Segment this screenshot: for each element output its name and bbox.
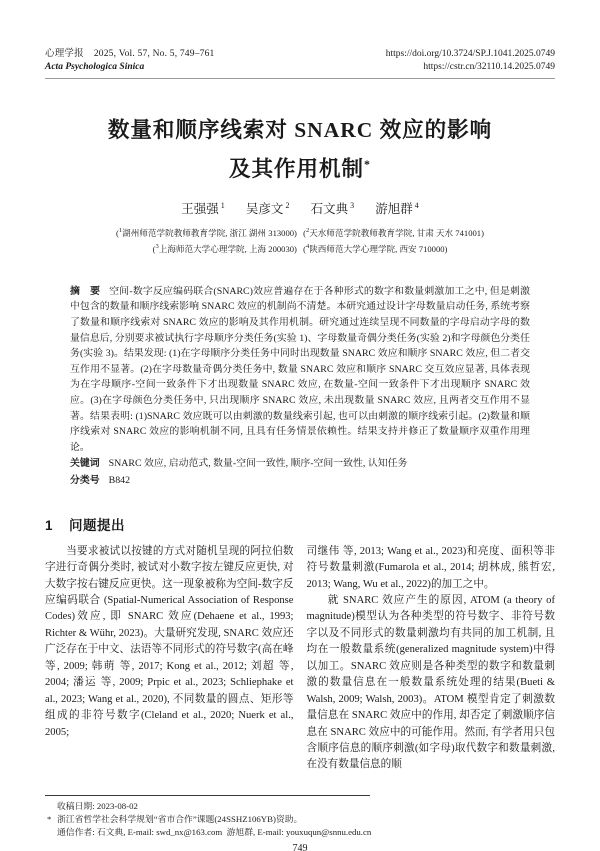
corresponding-author-line: 通信作者: 石文典, E-mail: swd_nx@163.com 游旭群, E-mail: youxuqun@snnu.edu.cn: [57, 826, 372, 837]
affiliations: [45, 224, 555, 257]
abstract: [70, 284, 530, 456]
journal-issue-line: [45, 48, 215, 61]
author-3-affil-ref: 3: [350, 201, 355, 210]
affiliation-4-open: (: [303, 244, 306, 255]
grant-line: [45, 813, 555, 826]
section-1-heading: [45, 514, 555, 534]
body-paragraph: 司继伟 等, 2013; Wang et al., 2023)和亮度、面积等非符号数量刺激(Fumarola et al., 2014; 胡林成, 熊哲宏, 2013; Wang, Wu et al., 2022)的加工之中。: [306, 545, 555, 590]
journal-issue-info: 2025, Vol. 57, No. 5, 749–761: [93, 49, 215, 59]
received-date-line: 收稿日期: 2023-08-02: [57, 800, 138, 811]
body-columns: [45, 544, 555, 774]
author-2-name: 吴彦文: [245, 202, 284, 217]
author-2-affil-ref: 2: [285, 201, 290, 210]
affiliation-1-text: 湖州师范学院教师教育学院, 浙江 湖州 313000): [122, 228, 297, 239]
journal-name-cn: 心理学报: [45, 49, 84, 59]
affiliation-2: [303, 228, 484, 238]
keywords: [70, 456, 530, 472]
affiliation-2-open: (: [303, 228, 306, 239]
journal-links: [386, 48, 555, 73]
affiliation-3-text: 上海师范大学心理学院, 上海 200030): [158, 244, 297, 255]
affiliation-line-1: [45, 224, 555, 240]
paper-title-line2: [45, 147, 555, 186]
affiliation-1-ref: 1: [118, 227, 123, 235]
author-list: [45, 199, 555, 217]
paper-title-line2-text: 及其作用机制: [228, 157, 364, 182]
section-1-number: 1: [45, 517, 54, 533]
doi-link[interactable]: https://doi.org/10.3724/SP.J.1041.2025.0749: [385, 49, 555, 59]
affiliation-3-ref: 3: [155, 243, 159, 251]
author-3: [311, 202, 355, 216]
journal-name-en: Acta Psychologica Sinica: [45, 61, 145, 72]
author-1-name: 王强强: [181, 202, 219, 217]
body-paragraph: 当要求被试以按键的方式对随机呈现的阿拉伯数字进行奇偶分类时, 被试对小数字按左键反应更快, 对大数字按右键反应更快。这一现象被称为空间-数字反应编码联合 (Spatial-Numerical Association of Response Codes)效应, 即 SNARC 效应(Dehaene et al., 1993; Richter & Wühr, 2023)。大量研究发现, SNARC 效应还广泛存在于中文、法语等不同形式的符号数字(高在峰 等, 2009; 韩萌 等, 2017; Kong et al., 2012; 刘超 等, 2004; 潘运 等, 2009; Prpic et al., 2023; Schliephake et al., 2023; Wang et al., 2020), 不同数量的圆点、矩形等组成的非符号数字(Cleland et al., 2020; Nuerk et al., 2005;: [45, 545, 294, 738]
affiliation-3: [153, 244, 297, 254]
classification-label: 分类号: [70, 475, 100, 486]
keywords-label: 关键词: [70, 458, 100, 470]
grant-text: 浙江省哲学社会科学规划“省市合作”课题(24SSHZ106YB)资助。: [57, 813, 303, 824]
abstract-text: 空间-数字反应编码联合(SNARC)效应普遍存在于各种形式的数字和数量刺激加工之中, 但是刺激中包含的数量和顺序线索影响 SNARC 效应的机制尚不清楚。本研究通过设计字母数量启动任务, 系统考察了数量和顺序线索对 SNARC 效应的影响及其作用机制。研究通过连续呈现不同数量的字母启动字母的数量信息后, 分别要求被试执行字母顺序分类任务(实验 1)、字母数量奇偶分类任务(实验 2)和字母颜色分类任务(实验 3)。结果发现: (1)在字母顺序分类任务中同时出现数量 SNARC 效应和顺序 SNARC 效应, 但二者交互作用不显著。(2)在字母数量奇偶分类任务中, 数量 SNARC 效应和顺序 SNARC 交互效应显著, 具体表现为在字母顺序-空间一致条件下才出现数量 SNARC 效应, 在数量-空间一致条件下才出现顺序 SNARC 效应。(3)在字母颜色分类任务中, 只出现顺序 SNARC 效应, 未出现数量 SNARC 效应, 且两者交互作用不显著。结果表明: (1)SNARC 效应既可以由刺激的数量线索引起, 也可以由刺激的顺序线索引起。(2)数量和顺序线索对 SNARC 效应的影响机制不同, 且具有任务情景依赖性。结果支持并修正了数量顺序双重作用理论。: [70, 285, 530, 453]
author-3-name: 石文典: [310, 202, 349, 217]
classification-value: B842: [108, 475, 131, 486]
affiliation-1-open: (: [116, 228, 119, 239]
paper-title: [45, 113, 555, 186]
body-column-right: [307, 544, 556, 774]
page-number: 749: [292, 843, 308, 851]
affiliation-3-open: (: [152, 244, 156, 255]
author-1-affil-ref: 1: [220, 201, 225, 210]
keywords-text: SNARC 效应, 启动范式, 数量-空间一致性, 顺序-空间一致性, 认知任务: [108, 458, 408, 470]
classification: [70, 473, 530, 489]
affiliation-4: [303, 244, 447, 254]
affiliation-4-ref: 4: [305, 243, 310, 251]
footnote-divider: [45, 795, 370, 796]
affiliation-2-text: 天水师范学院教师教育学院, 甘肃 天水 741001): [309, 228, 484, 239]
journal-identity: [45, 48, 215, 73]
section-1-title: 问题提出: [69, 517, 126, 533]
paper-title-line1: 数量和顺序线索对 SNARC 效应的影响: [107, 118, 493, 142]
abstract-label: 摘 要: [70, 285, 101, 297]
title-footnote-marker: *: [364, 157, 371, 171]
author-2: [246, 202, 290, 216]
body-column-left: [45, 544, 294, 774]
author-1: [181, 202, 225, 216]
journal-header: [45, 48, 555, 73]
footnote-block: [45, 795, 555, 838]
affiliation-4-text: 陕西师范大学心理学院, 西安 710000): [309, 244, 448, 255]
author-4-name: 游旭群: [375, 202, 413, 217]
affiliation-2-ref: 2: [305, 227, 310, 235]
cstr-link[interactable]: https://cstr.cn/32110.14.2025.0749: [423, 61, 555, 72]
affiliation-line-2: [45, 241, 555, 257]
affiliation-1: [116, 228, 297, 238]
grant-asterisk: *: [47, 813, 52, 824]
body-paragraph: 就 SNARC 效应产生的原因, ATOM (a theory of magnitude)模型认为各种类型的符号数字、非符号数字以及不同形式的数量刺激均有共同的加工机制, 且均在一般数量系统(generalized magnitude system)中得以加工。SNARC 效应则是各种类型的数字和数量刺激的数量信息在一般数量系统处理的结果(Bueti & Walsh, 2009; Walsh, 2003)。ATOM 模型肯定了刺激数量信息在 SNARC 效应中的作用, 却否定了刺激顺序信息在 SNARC 效应中的可能作用。然而, 有学者用只包含顺序信息的顺序刺激(如字母)取代数字和数量刺激, 在没有数量信息的顺: [306, 594, 555, 771]
author-4: [375, 202, 419, 216]
author-4-affil-ref: 4: [414, 201, 419, 210]
header-divider: [45, 78, 555, 79]
